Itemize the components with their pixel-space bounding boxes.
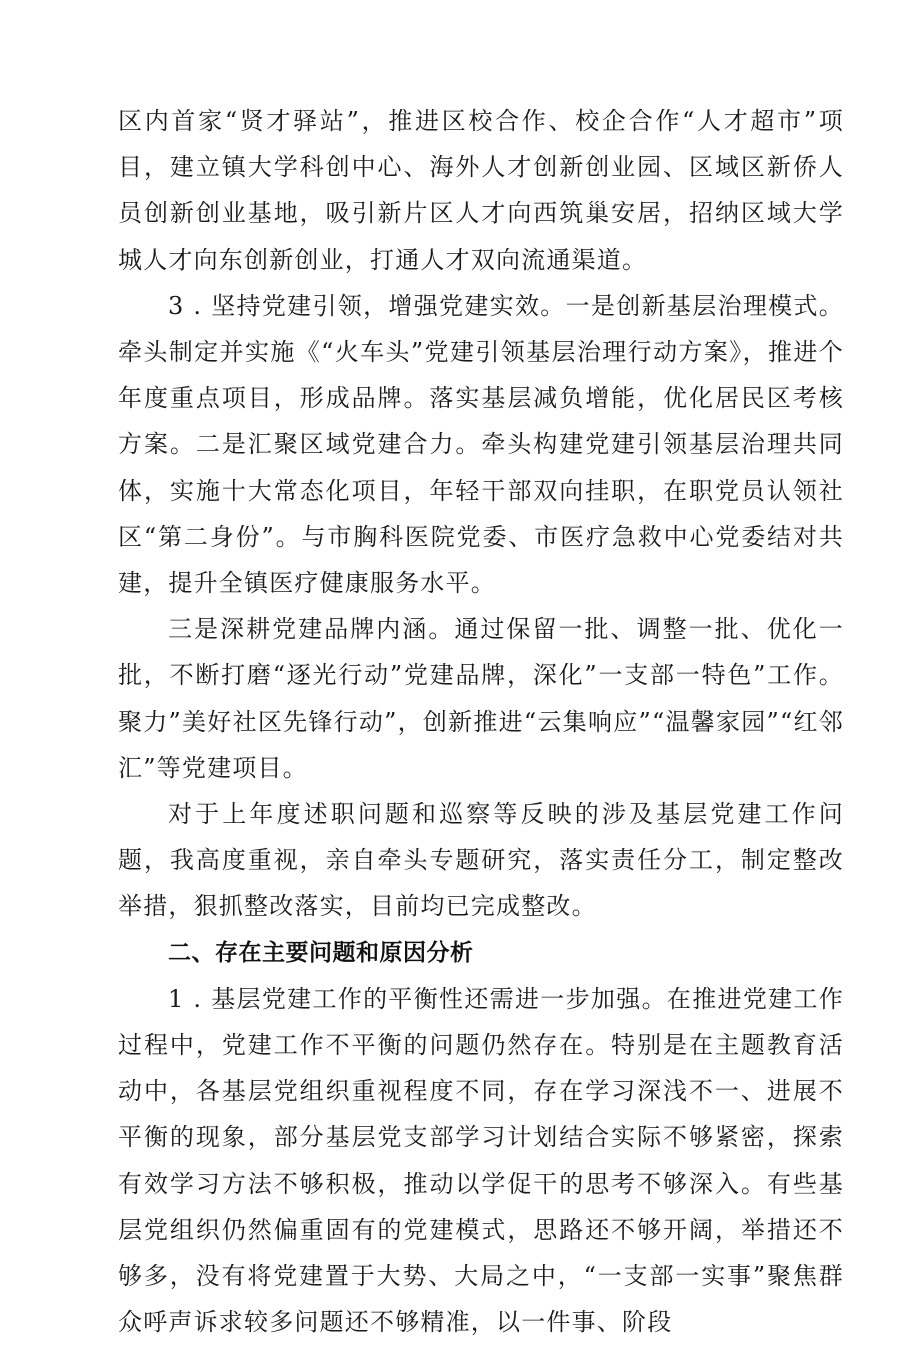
section-heading: 二、存在主要问题和原因分析 [168,939,474,966]
paragraph-party-building-leadership: 3 . 坚持党建引领，增强党建实效。一是创新基层治理模式。牵头制定并实施《“火车头”党建引领基层治理行动方案》，推进个年度重点项目，形成品牌。落实基层减负增能，优化居民区考核方案。二是汇聚区域党建合力。牵头构建党建引领基层治理共同体，实施十大常态化项目，年轻干部双向挂职，在职党员认领社区“第二身份”。与市胸科医院党委、市医疗急救中心党委结对共建，提升全镇医疗健康服务水平。 [118,291,844,598]
document-body [118,98,844,1345]
paragraph-balance-issue: 1 . 基层党建工作的平衡性还需进一步加强。在推进党建工作过程中，党建工作不平衡的问题仍然存在。特别是在主题教育活动中，各基层党组织重视程度不同，存在学习深浅不一、进展不平衡的现象，部分基层党支部学习计划结合实际不够紧密，探索有效学习方法不够积极，推动以学促干的思考不够深入。有些基层党组织仍然偏重固有的党建模式，思路还不够开阔，举措还不够多，没有将党建置于大势、大局之中，“一支部一实事”聚焦群众呼声诉求较多问题还不够精准，以一件事、阶段 [118,984,844,1337]
paragraph-party-brand: 三是深耕党建品牌内涵。通过保留一批、调整一批、优化一批，不断打磨“逐光行动”党建品牌，深化”一支部一特色”工作。聚力”美好社区先锋行动”，创新推进“云集响应”“温馨家园”“红邻汇”等党建项目。 [118,615,844,782]
paragraph-talent-stations: 区内首家“贤才驿站”，推进区校合作、校企合作“人才超市”项目，建立镇大学科创中心、海外人才创新创业园、区域区新侨人员创新创业基地，吸引新片区人才向西筑巢安居，招纳区域大学城人才向东创新创业，打通人才双向流通渠道。 [118,107,844,274]
paragraph-rectification: 对于上年度述职问题和巡察等反映的涉及基层党建工作问题，我高度重视，亲自牵头专题研究，落实责任分工，制定整改举措，狠抓整改落实，目前均已完成整改。 [118,800,844,921]
